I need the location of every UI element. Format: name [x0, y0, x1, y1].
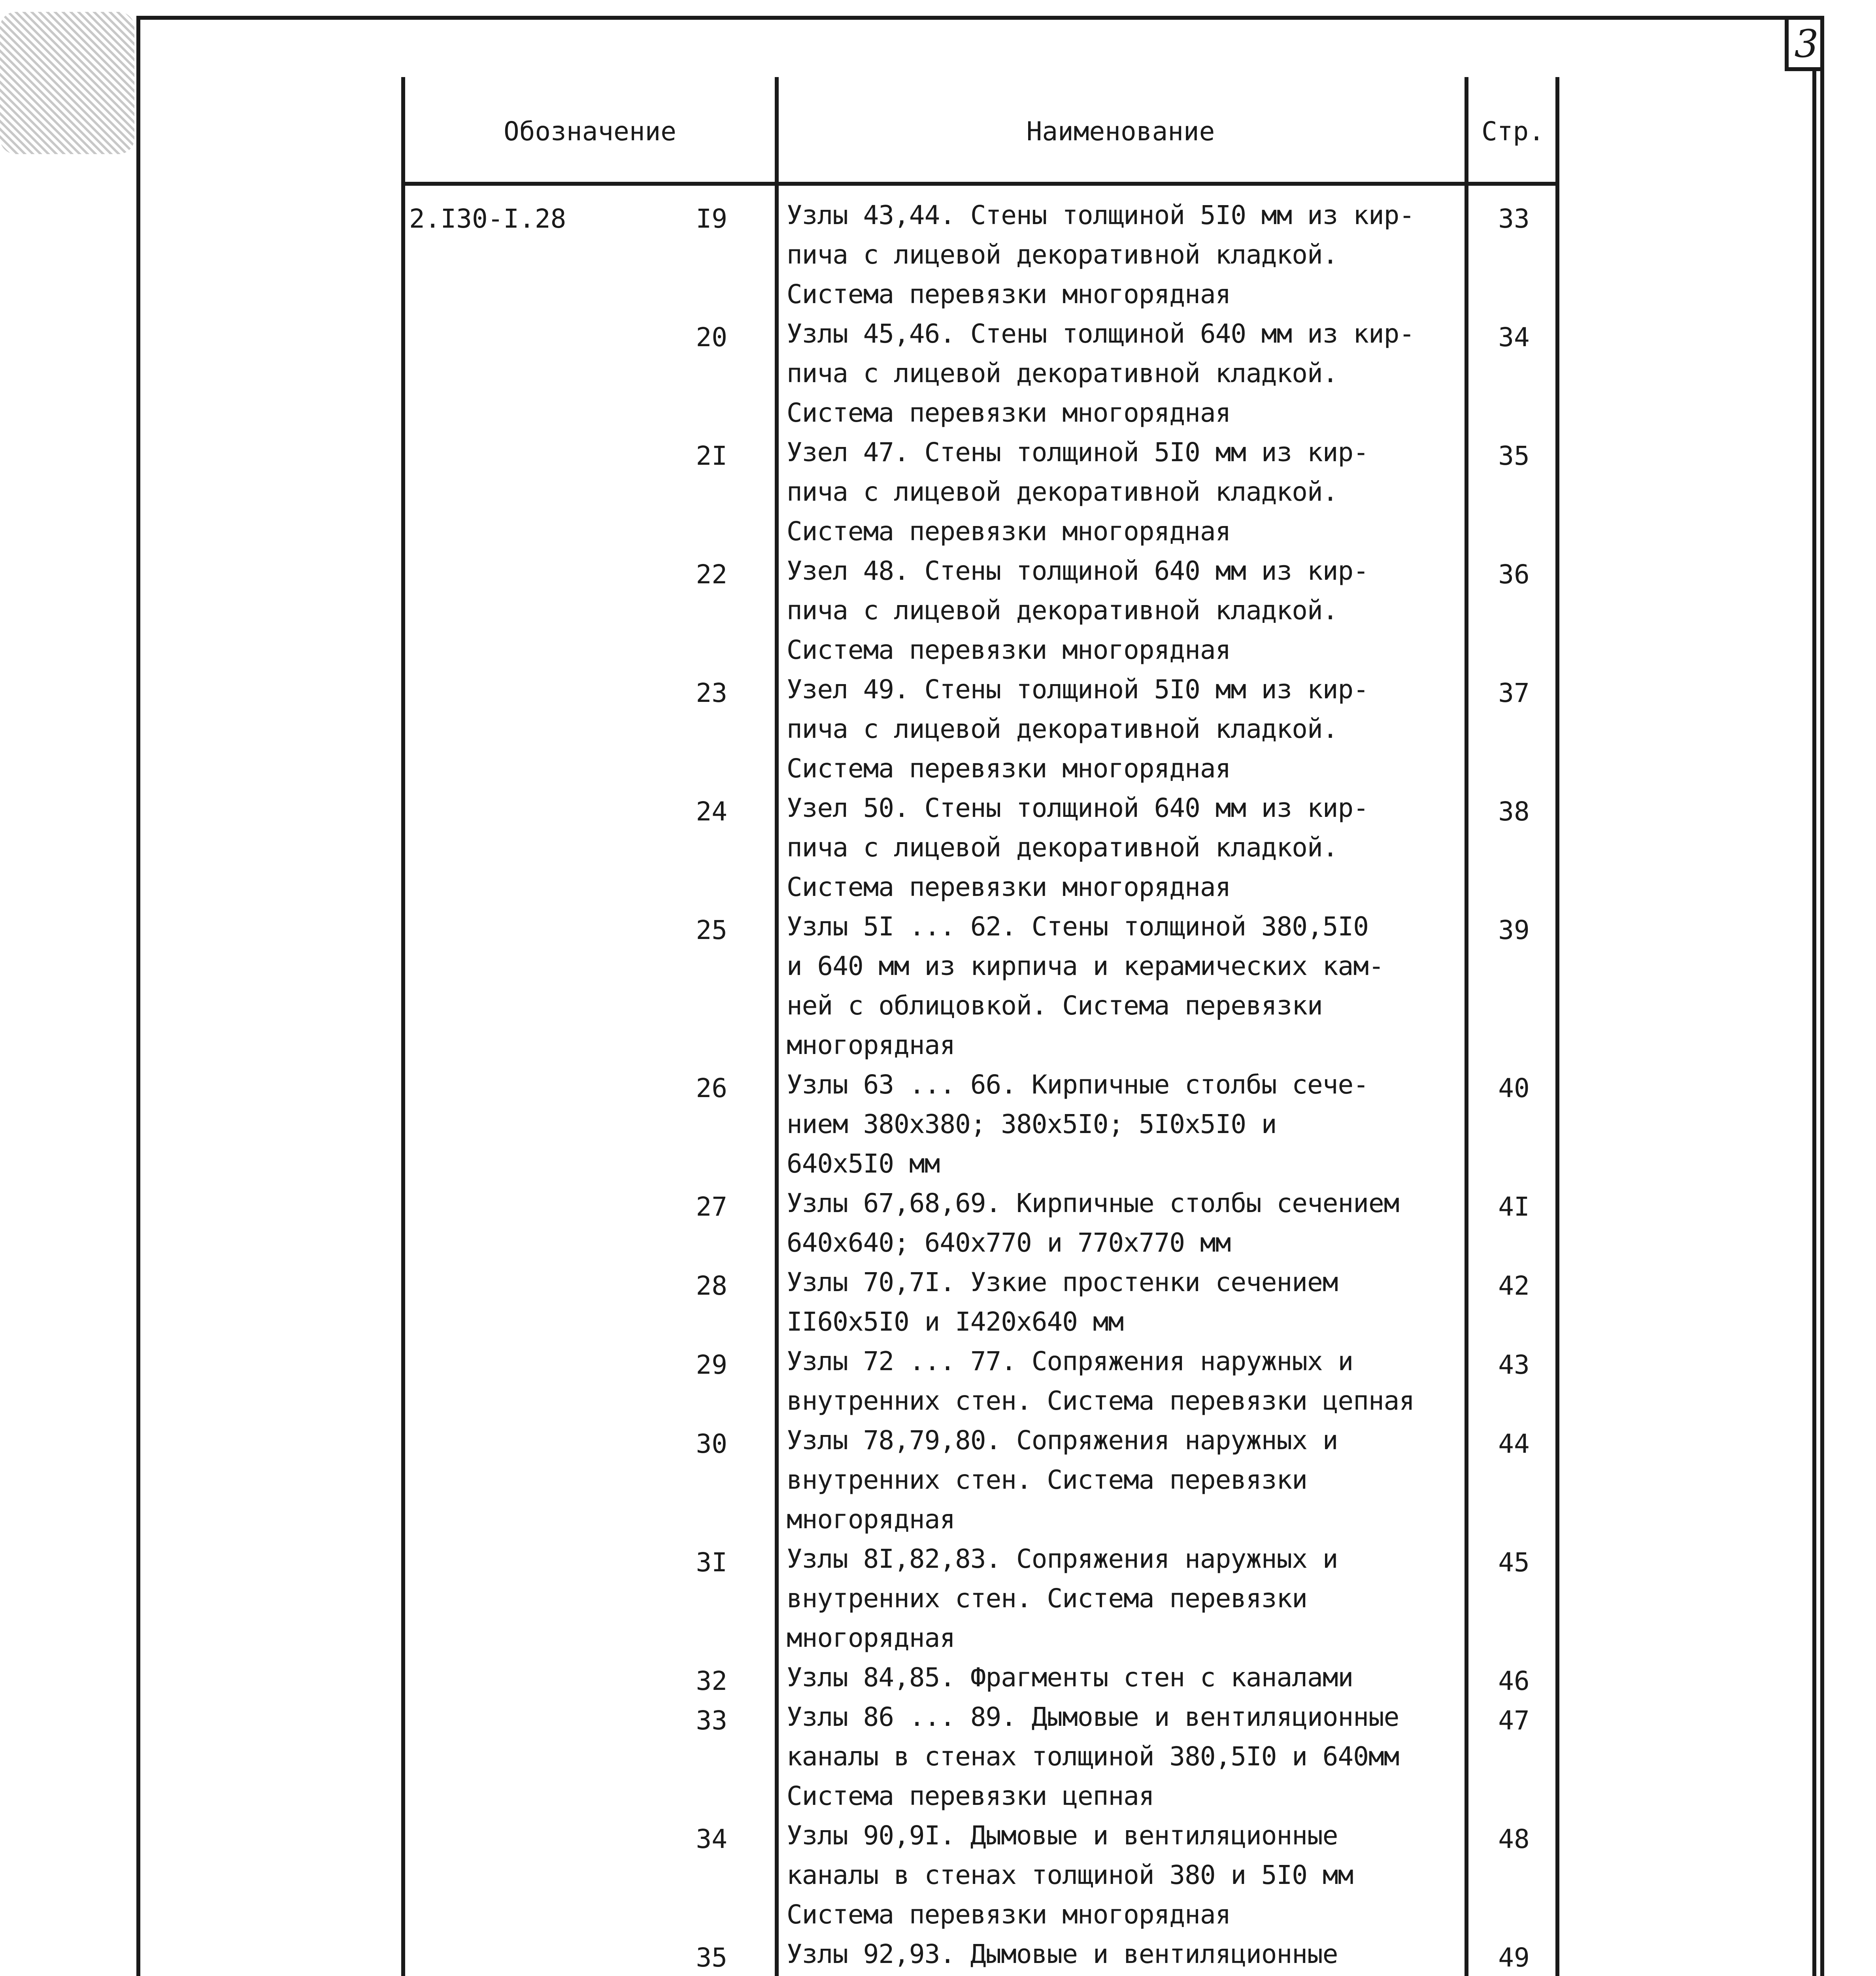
row-sheet-number: 20: [696, 322, 727, 353]
row-page-number: 33: [1498, 204, 1530, 234]
row-sheet-number: 27: [696, 1192, 727, 1222]
header-name: Наименование: [1026, 116, 1215, 147]
row-title-line: Узлы 70,7I. Узкие простенки сечением: [787, 1267, 1338, 1297]
row-title-line: Система перевязки цепная: [787, 1781, 1154, 1811]
row-page-number: 38: [1498, 796, 1530, 827]
row-title-line: ней с облицовкой. Система перевязки: [787, 990, 1323, 1021]
row-page-number: 4I: [1498, 1192, 1530, 1222]
row-sheet-number: 29: [696, 1350, 727, 1380]
row-title: [787, 1065, 1459, 1184]
row-page-number: 47: [1498, 1705, 1530, 1736]
row-title-line: 640х5I0 мм: [787, 1148, 940, 1179]
row-title-line: Узлы 63 ... 66. Кирпичные столбы сече-: [787, 1069, 1368, 1100]
row-title: [787, 1184, 1459, 1263]
row-title-line: Узлы 86 ... 89. Дымовые и вентиляционные: [787, 1702, 1399, 1732]
row-title: [787, 196, 1459, 314]
row-title: [787, 1342, 1459, 1421]
row-sheet-number: 25: [696, 915, 727, 945]
row-page-number: 42: [1498, 1271, 1530, 1301]
row-sheet-number: 34: [696, 1824, 727, 1854]
row-title-line: Узлы 92,93. Дымовые и вентиляционные: [787, 1939, 1338, 1969]
row-title-line: пича с лицевой декоративной кладкой.: [787, 832, 1338, 863]
row-title-line: Система перевязки многорядная: [787, 398, 1231, 428]
faded-stamp-smudge: [0, 12, 134, 154]
row-title-line: II60х5I0 и I420х640 мм: [787, 1307, 1124, 1337]
row-title: [787, 670, 1459, 788]
row-title-line: и 640 мм из кирпича и керамических кам-: [787, 951, 1384, 981]
row-title: [787, 1697, 1459, 1816]
designation-code: 2.I30-I.28: [409, 204, 566, 234]
row-title-line: Узлы 67,68,69. Кирпичные столбы сечением: [787, 1188, 1399, 1218]
row-title-line: Система перевязки многорядная: [787, 1899, 1231, 1930]
row-title-line: Узлы 5I ... 62. Стены толщиной 380,5I0: [787, 911, 1368, 942]
row-sheet-number: 30: [696, 1429, 727, 1459]
row-page-number: 49: [1498, 1942, 1530, 1973]
row-title: [787, 314, 1459, 433]
row-title-line: пича с лицевой декоративной кладкой.: [787, 477, 1338, 507]
row-title-line: Узел 47. Стены толщиной 5I0 мм из кир-: [787, 437, 1368, 468]
column-divider-2: [1465, 77, 1468, 1976]
row-title-line: внутренних стен. Система перевязки: [787, 1583, 1308, 1614]
row-sheet-number: 23: [696, 678, 727, 708]
row-title-line: Система перевязки многорядная: [787, 635, 1231, 665]
row-title-line: Узлы 8I,82,83. Сопряжения наружных и: [787, 1544, 1338, 1574]
row-title: [787, 1421, 1459, 1539]
row-title-line: многорядная: [787, 1623, 955, 1653]
row-page-number: 48: [1498, 1824, 1530, 1854]
row-page-number: 35: [1498, 441, 1530, 471]
row-title-line: Узлы 78,79,80. Сопряжения наружных и: [787, 1425, 1338, 1456]
row-sheet-number: 28: [696, 1271, 727, 1301]
row-page-number: 37: [1498, 678, 1530, 708]
row-page-number: 34: [1498, 322, 1530, 353]
row-title: [787, 1658, 1459, 1697]
row-title-line: Узел 50. Стены толщиной 640 мм из кир-: [787, 793, 1368, 823]
row-title: [787, 788, 1459, 907]
row-title: [787, 433, 1459, 551]
row-title: [787, 1263, 1459, 1342]
row-page-number: 46: [1498, 1666, 1530, 1696]
row-title-line: пича с лицевой декоративной кладкой.: [787, 239, 1338, 270]
row-title: [787, 551, 1459, 670]
row-title-line: многорядная: [787, 1030, 955, 1060]
row-page-number: 36: [1498, 559, 1530, 590]
row-title: [787, 907, 1459, 1065]
row-page-number: 43: [1498, 1350, 1530, 1380]
row-sheet-number: 2I: [696, 441, 727, 471]
row-title: [787, 1816, 1459, 1935]
row-page-number: 39: [1498, 915, 1530, 945]
row-sheet-number: 32: [696, 1666, 727, 1696]
row-sheet-number: 33: [696, 1705, 727, 1736]
row-title-line: пича с лицевой декоративной кладкой.: [787, 595, 1338, 626]
row-title-line: Система перевязки многорядная: [787, 753, 1231, 784]
row-title-line: Система перевязки многорядная: [787, 279, 1231, 309]
row-sheet-number: 26: [696, 1073, 727, 1103]
frame-inner-right-line: [1812, 71, 1816, 1976]
row-title-line: каналы в стенах толщиной 380 и 5I0 мм: [787, 1860, 1353, 1890]
row-title-line: каналы в стенах толщиной 380,5I0 и 640мм: [787, 1741, 1399, 1772]
row-title-line: внутренних стен. Система перевязки цепная: [787, 1386, 1415, 1416]
header-designation: Обозначение: [503, 116, 677, 147]
row-title-line: многорядная: [787, 1504, 955, 1535]
row-title-line: нием 380х380; 380х5I0; 5I0х5I0 и: [787, 1109, 1277, 1139]
row-title-line: 640х640; 640х770 и 770х770 мм: [787, 1227, 1231, 1258]
row-title: [787, 1539, 1459, 1658]
row-title: [787, 1935, 1459, 1976]
header-page: Стр.: [1482, 116, 1544, 147]
row-title-line: внутренних стен. Система перевязки: [787, 1465, 1308, 1495]
row-sheet-number: 22: [696, 559, 727, 590]
row-title-line: [787, 1974, 1459, 1976]
row-title-line: Узлы 72 ... 77. Сопряжения наружных и: [787, 1346, 1353, 1376]
row-title-line: пича с лицевой декоративной кладкой.: [787, 358, 1338, 388]
row-title-line: Узлы 90,9I. Дымовые и вентиляционные: [787, 1820, 1338, 1851]
row-title-line: Узлы 84,85. Фрагменты стен с каналами: [787, 1662, 1353, 1693]
row-title-line: пича с лицевой декоративной кладкой.: [787, 714, 1338, 744]
row-title-line: Узел 48. Стены толщиной 640 мм из кир-: [787, 556, 1368, 586]
row-page-number: 44: [1498, 1429, 1530, 1459]
row-sheet-number: 24: [696, 796, 727, 827]
row-sheet-number: 3I: [696, 1547, 727, 1578]
corner-page-number: 3: [1794, 22, 1819, 66]
row-title-line: Система перевязки многорядная: [787, 516, 1231, 547]
column-divider-1: [775, 77, 779, 1976]
row-title-line: Система перевязки многорядная: [787, 872, 1231, 902]
row-sheet-number: 35: [696, 1942, 727, 1973]
row-page-number: 40: [1498, 1073, 1530, 1103]
header-divider: [401, 182, 1559, 186]
row-title-line: Узел 49. Стены толщиной 5I0 мм из кир-: [787, 674, 1368, 705]
row-page-number: 45: [1498, 1547, 1530, 1578]
row-title-line: Узлы 45,46. Стены толщиной 640 мм из кир-: [787, 319, 1415, 349]
row-title-line: Узлы 43,44. Стены толщиной 5I0 мм из кир-: [787, 200, 1415, 230]
row-sheet-number: I9: [696, 204, 727, 234]
